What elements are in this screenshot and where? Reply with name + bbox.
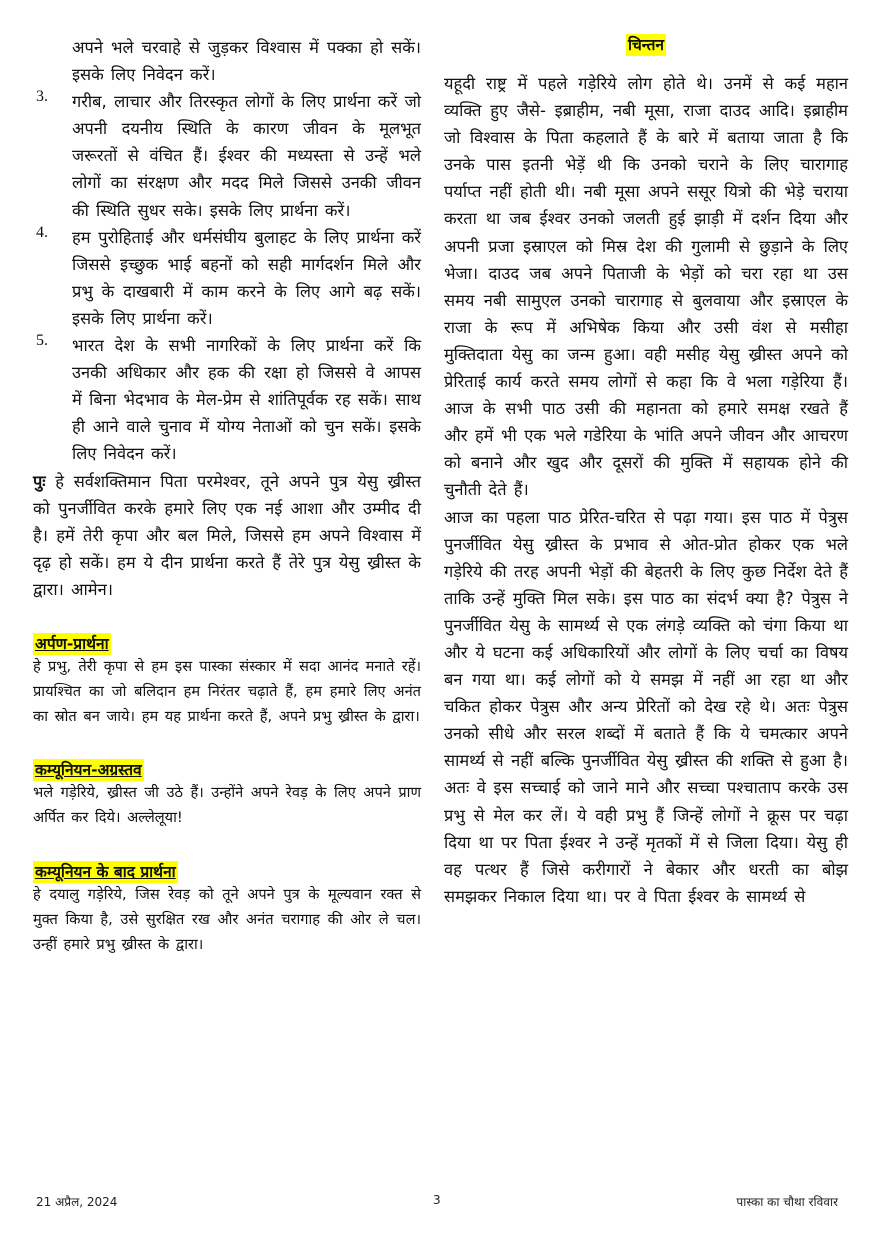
reflection-paragraph-2: आज का पहला पाठ प्रेरित-चरित से पढ़ा गया। इस पाठ में पेत्रुस पुनर्जीवित येसु ख्रीस्त के प्रभाव से ओत-प्रोत होकर एक भले गड़ेरिये की तरह अपनी भेड़ों की बेहतरी के लिए कुछ निर्देश देते हैं ताकि उन्हें मुक्ति मिल सके। इस पाठ का संदर्भ क्या है? पेत्रुस ने पुनर्जीवित येसु के सामर्थ्य से एक लंगड़े व्यक्ति को चंगा किया था और ये घटना कई अधिकारियों और लोगों के लिए चर्चा का विषय बन गया था। कई लोगों को ये समझ में नहीं आ रहा था और चकित होकर पेत्रुस और अन्य प्रेरितों को देख रहे थे। अतः पेत्रुस उनको सीधे और सरल शब्दों में बताते हैं कि ये चमत्कार अपने सामर्थ्य से नहीं बल्कि पुनर्जीवित येसु ख्रीस्त की शक्ति से हुआ है। अतः वे इस सच्चाई को जाने माने और सच्चा पश्चाताप करके उस प्रभु से मेल कर लें। ये वही प्रभु हैं जिन्हें लोगों ने क्रूस पर चढ़ा दिया था पर पिता ईश्वर ने उन्हें मृतकों में से जिला दिया। येसु ही वह पत्थर हैं जिसे करीगारों ने बेकार और धरती का बोझ समझकर निकाल दिया था। पर वे पिता ईश्वर के सामर्थ्य से — [444, 507, 848, 906]
item-text: हम पुरोहिताई और धर्मसंघीय बुलाहट के लिए प्रार्थना करें जिससे इच्छुक भाई बहनों को सही मार्गदर्शन मिले और प्रभु के दाखबारी में काम करने के लिए आगे बढ़ सकें। इसके लिए प्रार्थना करें। — [72, 227, 421, 328]
reflection-heading-wrap — [444, 34, 848, 56]
section-heading: कम्यूनियन के बाद प्रार्थना — [35, 862, 176, 881]
prayer-item-4 — [33, 224, 421, 332]
item-number: 5. — [36, 332, 48, 350]
section-text: हे दयालु गड़ेरिये, जिस रेवड़ को तूने अपने पुत्र के मूल्यवान रक्त से मुक्त किया है, उसे सुरक्षित रख और अनंत चरागाह की ओर ले चल। उन्हीं हमारे प्रभु ख्रीस्त के द्वारा। — [33, 885, 421, 953]
footer-date: 21 अप्रैल, 2024 — [36, 1195, 118, 1209]
right-column — [444, 34, 848, 910]
section-text: हे प्रभु, तेरी कृपा से हम इस पास्का संस्कार में सदा आनंद मनाते रहें। प्रायश्चित का जो बलिदान हम निरंतर चढ़ाते हैं, हम हमारे लिए अनंत का स्रोत बन जाये। हम यह प्रार्थना करते हैं, अपने प्रभु ख्रीस्त के द्वारा। — [33, 657, 421, 725]
item-number: 3. — [36, 88, 48, 106]
prayer-item-3 — [33, 88, 421, 223]
item-text: भारत देश के सभी नागरिकों के लिए प्रार्थना करें कि उनकी अधिकार और हक की रक्षा हो जिससे वे आपस में बिना भेदभाव के मेल-प्रेम से शांतिपूर्वक रह सकें। साथ ही आने वाले चुनाव में योग्य नेताओं को चुन सकें। इसके लिए निवेदन करें। — [72, 336, 421, 464]
reflection-paragraph-1: यहूदी राष्ट्र में पहले गड़ेरिये लोग होते थे। उनमें से कई महान व्यक्ति हुए जैसे- इब्राहीम, नबी मूसा, राजा दाउद आदि। इब्राहीम जो विश्वास के पिता कहलाते हैं के बारे में बताया जाता है कि उनके पास इतनी भेड़ें थी कि उनको चराने के लिए चारागाह पर्याप्त नहीं होती थी। नबी मूसा अपने ससूर यित्रो की भेड़े चराया करता था जब ईश्वर उनको जलती हुई झाड़ी में दर्शन दिया और अपनी प्रजा इस्राएल को मिस्र देश की गुलामी से छुड़ाने के लिए भेजा। दाउद जब अपने पिताजी के भेड़ों को चरा रहा था उस समय नबी सामुएल उनको चारागाह से बुलवाया और इस्राएल के राजा के रूप में अभिषेक किया और उसी वंश से मसीहा मुक्तिदाता येसु का जन्म हुआ। वही मसीह येसु ख्रीस्त अपने को प्रेरिताई कार्य करते समय लोगों से कहा कि वे भला गड़ेरिया हैं। आज के सभी पाठ उसी की महानता को हमारे समक्ष रखते हैं और हमें भी एक भले गडेरिया के भांति अपने जीवन और आचरण को बनाने और खुद और दूसरों की मुक्ति में सहायक होने की चुनौती देते हैं। — [444, 74, 848, 500]
priest-closing-prayer — [33, 468, 421, 603]
item-2-continuation: अपने भले चरवाहे से जुड़कर विश्वास में पक्का हो सकें। इसके लिए निवेदन करें। — [72, 38, 421, 85]
section-heading: अर्पण-प्रार्थना — [35, 634, 109, 653]
section-text: भले गड़ेरिये, ख्रीस्त जी उठे हैं। उन्होंने अपने रेवड़ के लिए अपने प्राण अर्पित कर दिये। अल्लेलूया! — [33, 784, 421, 827]
item-number: 4. — [36, 223, 48, 241]
page-number: 3 — [433, 1193, 441, 1207]
left-column — [33, 34, 421, 957]
communion-antiphon-section — [33, 759, 421, 831]
offertory-section — [33, 633, 421, 729]
footer-occasion: पास्का का चौथा रविवार — [736, 1195, 838, 1209]
reflection-heading: चिन्तन — [627, 36, 665, 54]
prayer-item-5 — [33, 332, 421, 467]
item-text: गरीब, लाचार और तिरस्कृत लोगों के लिए प्रार्थना करें जो अपनी दयनीय स्थिति के कारण जीवन के मूलभूत जरूरतों से वंचित हैं। ईश्वर की मध्यस्ता से उन्हें भले लोगों का संरक्षण और मदद मिले जिससे उनकी जीवन की स्थिति सुधर सके। इसके लिए प्रार्थना करें। — [72, 92, 421, 220]
post-communion-section — [33, 861, 421, 957]
section-heading: कम्यूनियन-अग्रस्तव — [35, 761, 142, 780]
priest-prayer-text: हे सर्वशक्तिमान पिता परमेश्वर, तूने अपने पुत्र येसु ख्रीस्त को पुनर्जीवित करके हमारे लिए एक नई आशा और उम्मीद दी है। हमें तेरी कृपा और बल मिले, जिससे हम अपने विश्वास में दृढ़ हो सकें। हम ये दीन प्रार्थना करते हैं तेरे पुत्र येसु ख्रीस्त के द्वारा। आमेन। — [33, 471, 421, 599]
priest-label: पुः — [33, 471, 46, 491]
